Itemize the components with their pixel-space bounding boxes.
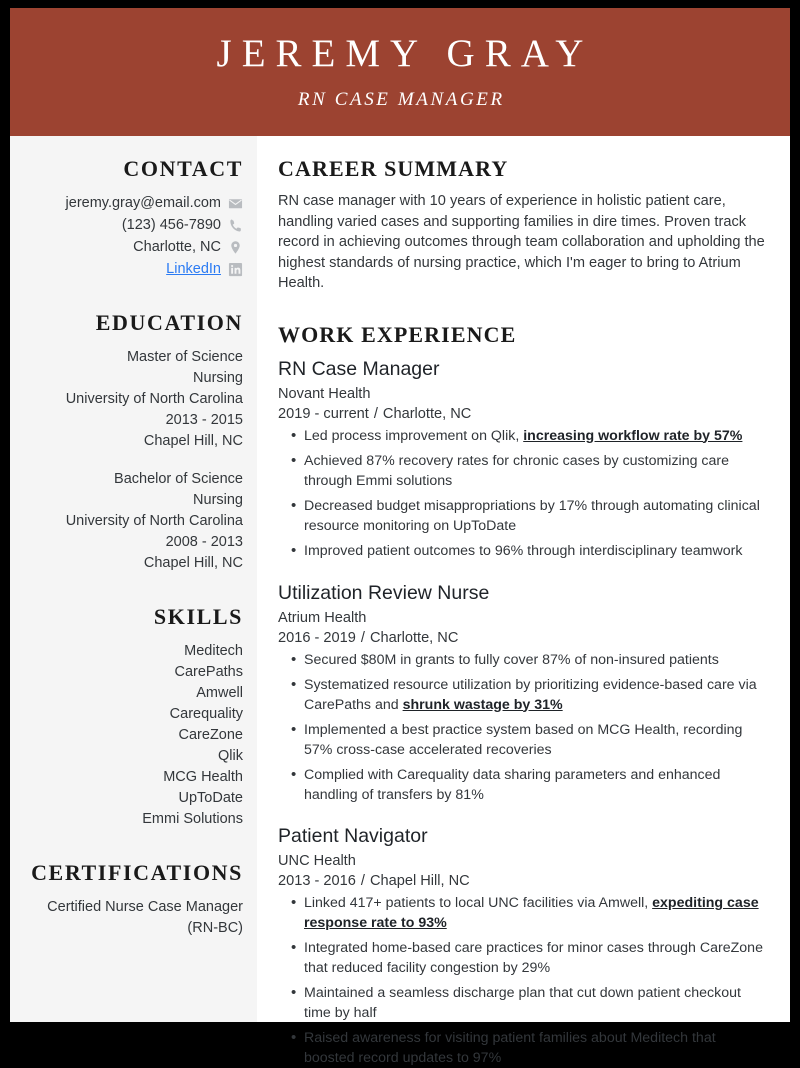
job-location: Chapel Hill, NC (370, 873, 470, 889)
resume-body (10, 136, 790, 1022)
contact-item-linkedin[interactable] (20, 259, 243, 280)
education-school: University of North Carolina (20, 389, 243, 410)
education-degree: Master of Science (20, 347, 243, 368)
bullet-text: Implemented a best practice system based on MCG Health, recording 57% cross-case accelerated recoveries (304, 722, 742, 758)
job-entry (278, 824, 766, 1068)
job-bullet (304, 984, 766, 1023)
certifications-heading: CERTIFICATIONS (20, 860, 243, 886)
bullet-text: Decreased budget misappropriations by 17% through automating clinical resource monitoring on UpToDate (304, 498, 760, 534)
sidebar (10, 136, 257, 1022)
education-location: Chapel Hill, NC (20, 553, 243, 574)
education-heading: EDUCATION (20, 310, 243, 336)
education-entry (20, 469, 243, 574)
contact-item-email (20, 193, 243, 214)
contact-heading: CONTACT (20, 156, 243, 182)
contact-location-text: Charlotte, NC (133, 237, 221, 258)
skill-item: Qlik (20, 746, 243, 767)
education-list (20, 347, 243, 574)
bullet-text: Integrated home-based care practices for minor cases through CareZone that reduced facility congestion by 29% (304, 940, 763, 976)
job-bullet (304, 651, 766, 671)
job-entry (278, 581, 766, 806)
bullet-text: Improved patient outcomes to 96% through interdisciplinary teamwork (304, 543, 742, 559)
bullet-text: Raised awareness for visiting patient families about Meditech that boosted record updates to 97% (304, 1030, 716, 1066)
resume-header (10, 8, 790, 136)
job-company: UNC Health (278, 851, 766, 871)
bullet-emphasis: expediting case response rate to 93% (304, 895, 759, 931)
job-dates: 2016 - 2019 (278, 630, 356, 646)
job-company: Atrium Health (278, 608, 766, 628)
education-field: Nursing (20, 368, 243, 389)
job-location: Charlotte, NC (383, 406, 471, 422)
job-title: Utilization Review Nurse (278, 581, 766, 606)
linkedin-icon[interactable] (228, 262, 243, 277)
career-summary-heading: CAREER SUMMARY (278, 156, 766, 182)
job-bullet (304, 721, 766, 760)
skill-item: CareZone (20, 725, 243, 746)
work-experience-section (278, 322, 766, 1068)
education-dates: 2008 - 2013 (20, 532, 243, 553)
education-degree: Bachelor of Science (20, 469, 243, 490)
phone-icon (228, 218, 243, 233)
job-bullets (278, 894, 766, 1068)
linkedin-link[interactable]: LinkedIn (166, 259, 221, 280)
education-location: Chapel Hill, NC (20, 431, 243, 452)
candidate-job-title: RN CASE MANAGER (295, 89, 504, 111)
job-title: Patient Navigator (278, 824, 766, 849)
job-meta (278, 628, 766, 648)
contact-phone-text: (123) 456-7890 (122, 215, 221, 236)
skill-item: Meditech (20, 641, 243, 662)
work-experience-heading: WORK EXPERIENCE (278, 322, 766, 348)
job-meta (278, 404, 766, 424)
skill-item: Emmi Solutions (20, 809, 243, 830)
main-column (257, 136, 790, 1022)
bullet-text: Led process improvement on Qlik, (304, 428, 523, 444)
contact-list (20, 193, 243, 280)
job-title: RN Case Manager (278, 357, 766, 382)
job-bullet (304, 894, 766, 933)
skill-item: UpToDate (20, 788, 243, 809)
job-bullet (304, 427, 766, 447)
bullet-text: Linked 417+ patients to local UNC facilities via Amwell, (304, 895, 652, 911)
job-bullet (304, 452, 766, 491)
skill-item: Amwell (20, 683, 243, 704)
job-bullet (304, 939, 766, 978)
skill-item: CarePaths (20, 662, 243, 683)
envelope-icon (228, 196, 243, 211)
skills-heading: SKILLS (20, 604, 243, 630)
job-entry (278, 357, 766, 562)
certification-item: (RN-BC) (20, 918, 243, 939)
education-field: Nursing (20, 490, 243, 511)
bullet-emphasis: increasing workflow rate by 57% (523, 428, 742, 444)
skill-item: MCG Health (20, 767, 243, 788)
job-meta (278, 871, 766, 891)
skill-item: Carequality (20, 704, 243, 725)
bullet-emphasis: shrunk wastage by 31% (403, 697, 563, 713)
job-meta-separator: / (356, 630, 370, 646)
bullet-text: Complied with Carequality data sharing parameters and enhanced handling of transfers by 81% (304, 767, 720, 803)
education-entry (20, 347, 243, 452)
career-summary-text: RN case manager with 10 years of experience in holistic patient care, handling varied cases and supporting families in dire times. Proven track record in achieving outcomes through team collaboration and upholding the highest standards of nursing practice, which I'm eager to bring to Atrium Health. (278, 191, 766, 294)
job-meta-separator: / (356, 873, 370, 889)
job-dates: 2019 - current (278, 406, 369, 422)
certifications-list (20, 897, 243, 939)
job-bullet (304, 1029, 766, 1068)
bullet-text: Maintained a seamless discharge plan that cut down patient checkout time by half (304, 985, 741, 1021)
job-bullet (304, 766, 766, 805)
job-bullet (304, 497, 766, 536)
bullet-text: Achieved 87% recovery rates for chronic cases by customizing care through Emmi solutions (304, 453, 729, 489)
job-meta-separator: / (369, 406, 383, 422)
contact-item-location (20, 237, 243, 258)
job-bullets (278, 427, 766, 562)
candidate-name: JEREMY GRAY (207, 33, 594, 76)
resume-page (10, 8, 790, 1022)
education-school: University of North Carolina (20, 511, 243, 532)
job-bullets (278, 651, 766, 806)
location-pin-icon (228, 240, 243, 255)
skills-list (20, 641, 243, 830)
job-company: Novant Health (278, 384, 766, 404)
job-dates: 2013 - 2016 (278, 873, 356, 889)
job-location: Charlotte, NC (370, 630, 458, 646)
job-bullet (304, 542, 766, 562)
contact-item-phone (20, 215, 243, 236)
bullet-text: Systematized resource utilization by prioritizing evidence-based care via CarePaths and (304, 677, 757, 713)
job-bullet (304, 676, 766, 715)
certification-item: Certified Nurse Case Manager (20, 897, 243, 918)
contact-email-text: jeremy.gray@email.com (66, 193, 221, 214)
bullet-text: Secured $80M in grants to fully cover 87% of non-insured patients (304, 652, 719, 668)
education-dates: 2013 - 2015 (20, 410, 243, 431)
